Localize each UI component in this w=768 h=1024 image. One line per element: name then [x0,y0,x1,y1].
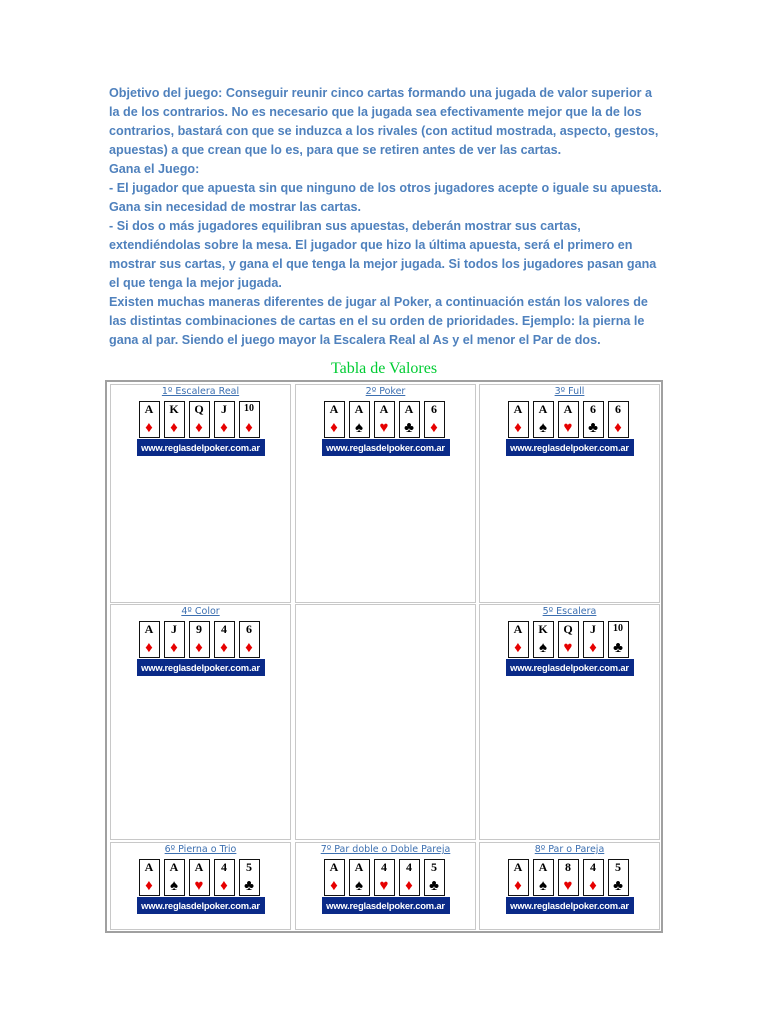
card-rank: 9 [196,622,202,636]
playing-card [239,621,260,658]
playing-card [164,621,185,658]
diamond-suit-icon: ♦ [589,639,597,656]
card-rank: A [144,860,154,874]
card-rank: 4 [221,622,227,636]
playing-card [608,859,629,896]
playing-card [558,859,579,896]
diamond-suit-icon: ♦ [170,419,178,436]
diamond-suit-icon: ♦ [195,639,203,656]
site-banner: www.reglasdelpoker.com.ar [506,439,634,456]
card-rank: J [590,622,596,636]
diamond-suit-icon: ♦ [514,419,522,436]
diamond-suit-icon: ♦ [245,419,253,436]
hand-label[interactable]: 1º Escalera Real [161,386,240,397]
hand-label[interactable]: 4º Color [181,606,220,617]
card-rank: A [538,402,548,416]
playing-card [399,401,420,438]
playing-card [558,401,579,438]
diamond-suit-icon: ♦ [220,639,228,656]
hand-cell [479,842,660,930]
playing-card [214,621,235,658]
diamond-suit-icon: ♦ [145,419,153,436]
hand-image [506,619,634,677]
playing-card [349,859,370,896]
card-rank: A [513,402,523,416]
card-row [508,621,632,659]
values-table [105,380,663,933]
diamond-suit-icon: ♦ [170,639,178,656]
card-rank: 10 [613,623,623,634]
playing-card [608,621,629,658]
site-banner: www.reglasdelpoker.com.ar [506,897,634,914]
hand-label[interactable]: 2º Poker [365,386,406,397]
hand-cell [110,384,291,603]
spade-suit-icon: ♠ [539,877,547,894]
playing-card [558,621,579,658]
site-banner: www.reglasdelpoker.com.ar [137,659,265,676]
card-rank: A [194,860,204,874]
card-rank: 8 [565,860,571,874]
card-row [139,621,263,659]
heart-suit-icon: ♥ [194,877,204,894]
playing-card [164,859,185,896]
playing-card [424,859,445,896]
card-rank: A [169,860,179,874]
playing-card [374,401,395,438]
hand-cell [110,604,291,840]
card-row [139,859,263,897]
playing-card [324,859,345,896]
spade-suit-icon: ♠ [355,877,363,894]
card-rank: A [329,860,339,874]
card-rank: K [169,402,179,416]
hand-cell [110,842,291,930]
hand-label[interactable]: 7º Par doble o Doble Pareja [320,844,451,855]
card-rank: 5 [431,860,437,874]
spade-suit-icon: ♠ [355,419,363,436]
diamond-suit-icon: ♦ [245,639,253,656]
diamond-suit-icon: ♦ [330,877,338,894]
card-rank: 6 [615,402,621,416]
hand-label[interactable]: 6º Pierna o Trio [164,844,237,855]
heart-suit-icon: ♥ [563,419,573,436]
heart-suit-icon: ♥ [563,877,573,894]
card-rank: A [379,402,389,416]
card-rank: Q [194,402,204,416]
hand-image [137,399,265,457]
diamond-suit-icon: ♦ [405,877,413,894]
hand-cell [295,384,476,603]
card-rank: A [563,402,573,416]
playing-card [374,859,395,896]
spade-suit-icon: ♠ [539,639,547,656]
playing-card [164,401,185,438]
intro-paragraph-win-rule-1: - El jugador que apuesta sin que ninguno de los otros jugadores acepte o iguale su apuesta. Gana sin necesidad de mostrar las cartas. [109,181,662,214]
intro-paragraph-objective: Objetivo del juego: Conseguir reunir cinco cartas formando una jugada de valor superior a la de los contrarios. No es necesario que la jugada sea efectivamente mejor que la de los contrarios, bastará con que se induzca a los rivales (con actitud mostrada, aspecto, gestos, apuestas) a que crean que lo es, para que se retiren antes de ver las cartas. [109,86,659,157]
diamond-suit-icon: ♦ [220,419,228,436]
card-rank: A [538,860,548,874]
site-banner: www.reglasdelpoker.com.ar [322,897,450,914]
card-rank: A [354,402,364,416]
card-rank: Q [563,622,573,636]
club-suit-icon: ♣ [429,877,439,894]
card-row [324,401,448,439]
playing-card [324,401,345,438]
card-rank: 4 [406,860,412,874]
card-rank: A [144,402,154,416]
playing-card [214,401,235,438]
spade-suit-icon: ♠ [170,877,178,894]
playing-card [608,401,629,438]
hand-image [322,857,450,915]
heart-suit-icon: ♥ [379,419,389,436]
site-banner: www.reglasdelpoker.com.ar [137,897,265,914]
hand-image [506,857,634,915]
playing-card [424,401,445,438]
card-rank: A [513,622,523,636]
playing-card [189,621,210,658]
table-title: Tabla de Valores [330,360,438,377]
card-rank: A [354,860,364,874]
card-row [139,401,263,439]
card-rank: 4 [381,860,387,874]
club-suit-icon: ♣ [613,639,623,656]
playing-card [399,859,420,896]
intro-text [109,84,664,350]
card-rank: 5 [246,860,252,874]
site-banner: www.reglasdelpoker.com.ar [137,439,265,456]
hand-cell [479,384,660,603]
card-row [508,859,632,897]
playing-card [239,401,260,438]
club-suit-icon: ♣ [588,419,598,436]
hand-label[interactable]: 5º Escalera [542,606,597,617]
diamond-suit-icon: ♦ [220,877,228,894]
playing-card [583,621,604,658]
card-rank: 5 [615,860,621,874]
hand-image [322,399,450,457]
card-row [324,859,448,897]
card-rank: K [538,622,548,636]
card-rank: 6 [590,402,596,416]
hand-image [506,399,634,457]
diamond-suit-icon: ♦ [614,419,622,436]
diamond-suit-icon: ♦ [514,639,522,656]
playing-card [533,859,554,896]
heart-suit-icon: ♥ [379,877,389,894]
card-rank: A [404,402,414,416]
playing-card [533,621,554,658]
diamond-suit-icon: ♦ [195,419,203,436]
club-suit-icon: ♣ [404,419,414,436]
card-rank: A [329,402,339,416]
card-rank: 6 [246,622,252,636]
playing-card [508,401,529,438]
playing-card [533,401,554,438]
card-row [508,401,632,439]
intro-paragraph-hand-ranking: Existen muchas maneras diferentes de jugar al Poker, a continuación están los valores de las distintas combinaciones de cartas en el su orden de prioridades. Ejemplo: la pierna le gana al par. Siendo el juego mayor la Escalera Real al As y el menor el Par de dos. [109,295,648,347]
playing-card [139,621,160,658]
card-rank: 4 [590,860,596,874]
playing-card [189,401,210,438]
diamond-suit-icon: ♦ [589,877,597,894]
diamond-suit-icon: ♦ [145,877,153,894]
playing-card [139,401,160,438]
card-rank: J [221,402,227,416]
playing-card [214,859,235,896]
playing-card [239,859,260,896]
playing-card [349,401,370,438]
playing-card [583,401,604,438]
spade-suit-icon: ♠ [539,419,547,436]
diamond-suit-icon: ♦ [330,419,338,436]
hand-label[interactable]: 3º Full [554,386,585,397]
diamond-suit-icon: ♦ [514,877,522,894]
playing-card [508,859,529,896]
heart-suit-icon: ♥ [563,639,573,656]
card-rank: 10 [244,403,254,414]
diamond-suit-icon: ♦ [430,419,438,436]
hand-image [137,619,265,677]
card-rank: A [144,622,154,636]
club-suit-icon: ♣ [613,877,623,894]
hand-cell [295,604,476,840]
playing-card [508,621,529,658]
hand-image [137,857,265,915]
diamond-suit-icon: ♦ [145,639,153,656]
card-rank: J [171,622,177,636]
card-rank: 4 [221,860,227,874]
site-banner: www.reglasdelpoker.com.ar [506,659,634,676]
intro-paragraph-win-rule-2: - Si dos o más jugadores equilibran sus apuestas, deberán mostrar sus cartas, extendiéndolas sobre la mesa. El jugador que hizo la última apuesta, será el primero en mostrar sus cartas, y gana el que tenga la mejor jugada. Si todos los jugadores pasan gana el que tenga la mejor jugada. [109,219,657,290]
playing-card [583,859,604,896]
playing-card [139,859,160,896]
card-rank: 6 [431,402,437,416]
card-rank: A [513,860,523,874]
hand-cell [479,604,660,840]
hand-cell [295,842,476,930]
intro-paragraph-wins-heading: Gana el Juego: [109,162,200,176]
site-banner: www.reglasdelpoker.com.ar [322,439,450,456]
club-suit-icon: ♣ [244,877,254,894]
playing-card [189,859,210,896]
hand-label[interactable]: 8º Par o Pareja [534,844,605,855]
